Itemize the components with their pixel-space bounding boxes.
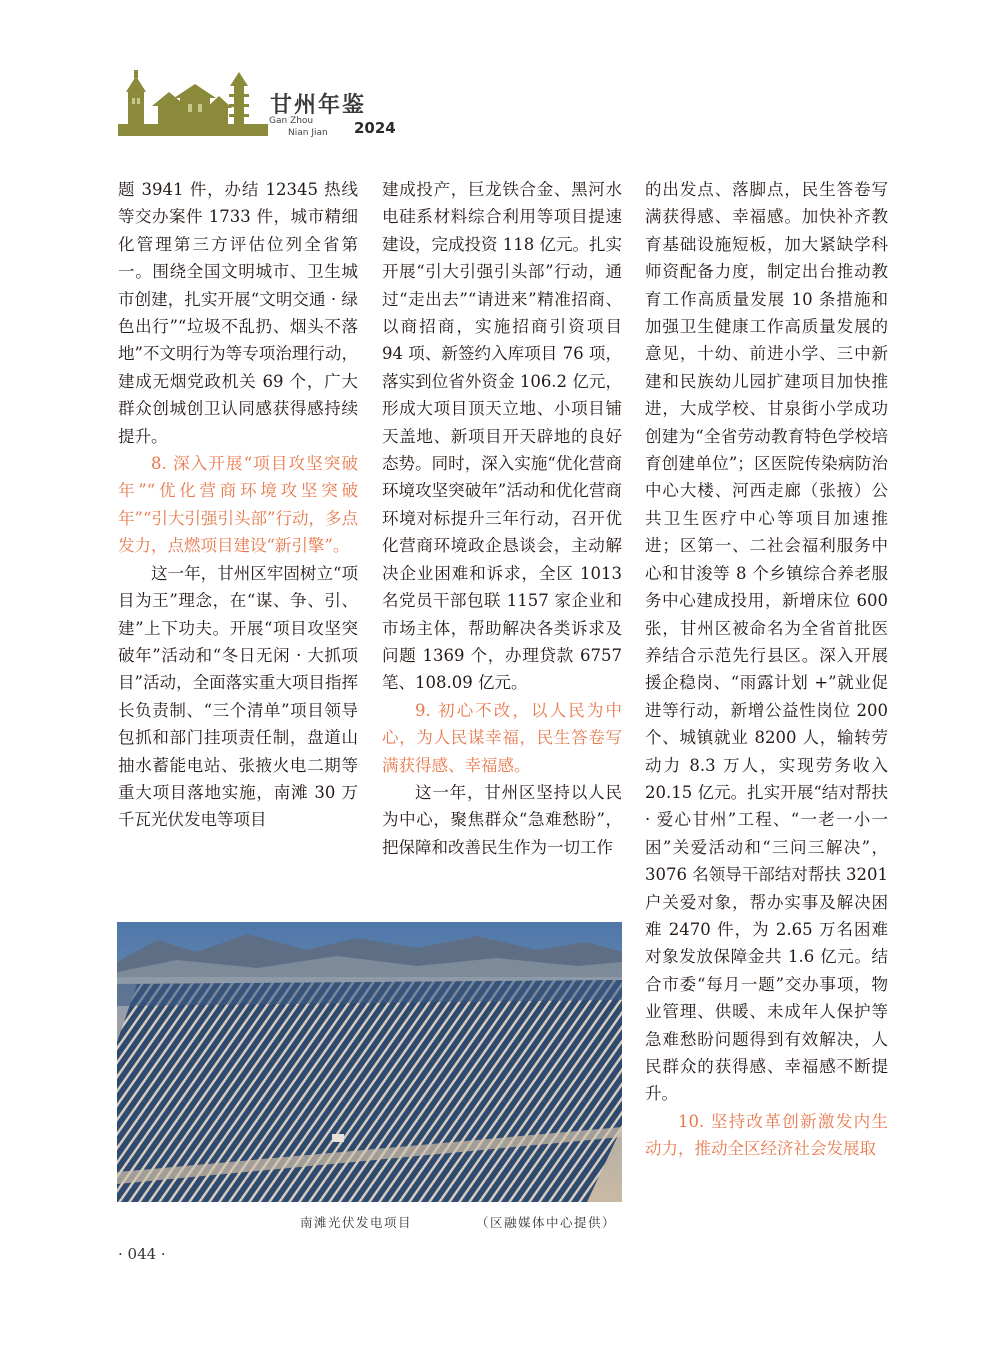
solar-farm-photo <box>117 922 622 1202</box>
section-heading-10: 10. 坚持改革创新激发内生动力，推动全区经济社会发展取 <box>645 1111 888 1159</box>
temple-pagoda-emblem-icon <box>118 68 268 140</box>
section-heading-8: 8. 深入开展“项目攻坚突破年”“优化营商环境攻坚突破年”“引大引强引头部”行动，多点发力，点燃项目建设“新引擎”。 <box>118 454 358 556</box>
yearbook-year: 2024 <box>354 119 396 137</box>
yearbook-title-en-line1: Gan Zhou <box>269 116 314 126</box>
photo-credit: （区融媒体中心提供） <box>476 1215 617 1230</box>
paragraph: 这一年，甘州区坚持以人民为中心，聚焦群众“急难愁盼”，把保障和改善民生作为一切工作 <box>382 782 622 857</box>
photo-caption: 南滩光伏发电项目 <box>300 1215 413 1230</box>
text-column-2 <box>382 176 622 861</box>
page-number: · 044 · <box>118 1245 166 1263</box>
yearbook-title: 甘州年鉴 <box>270 92 367 118</box>
paragraph: 的出发点、落脚点，民生答卷写满获得感、幸福感。加快补齐教育基础设施短板，加大紧缺学科师资配备力度，制定出台推动教育工作高质量发展 10 条措施和加强卫生健康工作高质量发展的意见，十幼、前进小学、三中新建和民族幼儿园扩建项目加快推进，大成学校、甘泉街小学成功创建为“全省劳动教育特色学校培育创建单位”；区医院传染病防治中心大楼、河西走廊（张掖）公共卫生医疗中心等项目加速推进；区第一、二社会福利服务中心和甘浚等 8 个乡镇综合养老服务中心建成投用，新增床位 600 张，甘州区被命名为全省首批医养结合示范先行县区。深入开展援企稳岗、“雨露计划 +”就业促进等行动，新增公益性岗位 200 个、城镇就业 8200 人，输转劳动力 8.3 万人，实现劳务收入 20.15 亿元。扎实开展“结对帮扶 · 爱心甘州”工程、“一老一小一困”关爱活动和“三问三解决”，3076 名领导干部结对帮扶 3201 户关爱对象，帮办实事及解决困难 2470 件，为 2.65 万名困难对象发放保障金共 1.6 亿元。结合市委“每月一题”交办事项，物业管理、供暖、未成年人保护等急难愁盼问题得到有效解决，人民群众的获得感、幸福感不断提升。 <box>645 180 888 1104</box>
text-column-3 <box>645 176 888 1163</box>
paragraph: 建成投产，巨龙铁合金、黑河水电硅系材料综合利用等项目提速建设，完成投资 118 亿元。扎实开展“引大引强引头部”行动，通过“走出去”“请进来”精准招商、以商招商，实施招商引资项目 94 项、新签约入库项目 76 项，落实到位省外资金 106.2 亿元，形成大项目顶天立地、小项目铺天盖地、新项目开天辟地的良好态势。同时，深入实施“优化营商环境攻坚突破年”活动和优化营商环境对标提升三年行动，召开优化营商环境政企恳谈会，主动解决企业困难和诉求，全区 1013 名党员干部包联 1157 家企业和市场主体，帮助解决各类诉求及问题 1369 个，办理贷款 6757 笔、108.09 亿元。 <box>382 180 622 693</box>
text-column-1 <box>118 176 358 834</box>
section-heading-9: 9. 初心不改，以人民为中心，为人民谋幸福，民生答卷写满获得感、幸福感。 <box>382 700 622 775</box>
yearbook-title-en-line2: Nian Jian <box>288 128 328 138</box>
yearbook-header <box>118 68 418 140</box>
paragraph: 这一年，甘州区牢固树立“项目为王”理念，在“谋、争、引、建”上下功夫。开展“项目攻坚突破年”活动和“冬日无闲 · 大抓项目”活动，全面落实重大项目指挥长负责制、“三个清单”项目领导包抓和部门挂项责任制，盘道山抽水蓄能电站、张掖火电二期等重大项目落地实施，南滩 30 万千瓦光伏发电等项目 <box>118 563 358 830</box>
paragraph: 题 3941 件，办结 12345 热线等交办案件 1733 件，城市精细化管理第三方评估位列全省第一。围绕全国文明城市、卫生城市创建，扎实开展“文明交通 · 绿色出行”“垃圾不乱扔、烟头不落地”不文明行为等专项治理行动，建成无烟党政机关 69 个，广大群众创城创卫认同感获得感持续提升。 <box>118 180 358 446</box>
aerial-solar-farm-photo-icon <box>117 922 622 1202</box>
